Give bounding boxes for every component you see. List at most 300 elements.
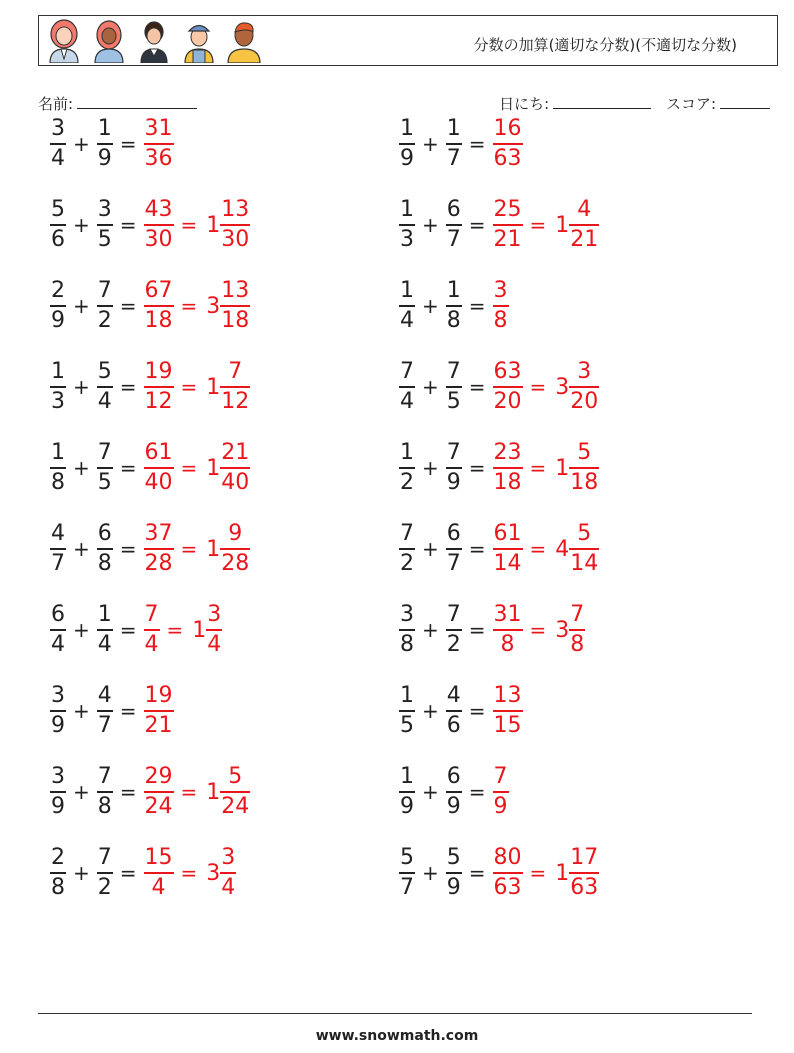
addend-b-numerator: 7 [97, 845, 112, 871]
addend-b-numerator: 1 [97, 602, 112, 628]
addend-a [50, 361, 66, 413]
answer-fraction-denominator: 20 [493, 388, 522, 414]
mixed-number [551, 361, 601, 413]
addend-b-numerator: 6 [446, 764, 461, 790]
answer-equals-sign: = [180, 213, 198, 237]
addend-a-numerator: 7 [400, 521, 414, 547]
mixed-number [202, 442, 252, 494]
mixed-number [202, 361, 252, 413]
equals-sign: = [119, 618, 137, 642]
problem-20 [397, 843, 601, 903]
answer-fraction-numerator: 67 [144, 278, 173, 304]
mixed-number [202, 847, 238, 899]
worksheet-header [38, 15, 778, 66]
answer-fraction [493, 523, 523, 575]
plus-sign: + [422, 294, 439, 318]
problem-14 [397, 600, 587, 660]
mixed-fraction [220, 523, 250, 575]
addend-a-denominator: 4 [51, 145, 65, 171]
addend-a-denominator: 7 [400, 874, 414, 900]
mixed-fraction-numerator: 4 [577, 197, 592, 223]
answer-fraction [493, 604, 523, 656]
answer-equals-sign: = [529, 213, 547, 237]
addend-a-denominator: 9 [51, 307, 65, 333]
score-blank [720, 94, 770, 109]
name-label: 名前: [38, 95, 74, 113]
plus-sign: + [73, 213, 90, 237]
equals-sign: = [119, 861, 137, 885]
mixed-fraction-denominator: 30 [221, 226, 250, 252]
answer-fraction-denominator: 36 [144, 145, 173, 171]
addend-b-denominator: 7 [446, 550, 461, 576]
addend-a-numerator: 3 [51, 116, 65, 142]
answer-equals-sign: = [529, 537, 547, 561]
answer-fraction-denominator: 21 [493, 226, 522, 252]
addend-b-numerator: 3 [97, 197, 112, 223]
addend-a [399, 766, 415, 818]
addend-a [50, 280, 66, 332]
equals-sign: = [468, 375, 486, 399]
problem-16 [397, 681, 525, 741]
mixed-fraction-numerator: 7 [570, 602, 585, 628]
addend-a [399, 685, 415, 737]
addend-a-numerator: 5 [400, 845, 414, 871]
worker-cap-avatar-icon [180, 19, 218, 63]
answer-fraction [144, 361, 174, 413]
equals-sign: = [119, 375, 137, 399]
problem-18 [397, 762, 511, 822]
answer-fraction [493, 766, 509, 818]
answer-fraction-denominator: 30 [144, 226, 173, 252]
problem-4 [397, 195, 601, 255]
mixed-fraction-numerator: 5 [577, 521, 592, 547]
answer-fraction [493, 280, 509, 332]
plus-sign: + [422, 213, 439, 237]
addend-a-denominator: 9 [400, 793, 414, 819]
addend-b [97, 118, 113, 170]
mixed-whole: 3 [555, 617, 570, 643]
mixed-fraction-denominator: 20 [570, 388, 599, 414]
mixed-fraction [569, 604, 585, 656]
addend-a [399, 361, 415, 413]
plus-sign: + [73, 132, 90, 156]
man-avatar-icon [225, 19, 263, 63]
equals-sign: = [468, 213, 486, 237]
mixed-fraction [206, 604, 222, 656]
answer-fraction-numerator: 61 [493, 521, 522, 547]
plus-sign: + [73, 375, 90, 399]
answer-fraction-denominator: 40 [144, 469, 173, 495]
mixed-whole: 1 [206, 212, 221, 238]
mixed-fraction-denominator: 18 [221, 307, 250, 333]
problem-19 [48, 843, 238, 903]
addend-a [50, 199, 66, 251]
mixed-fraction [220, 361, 250, 413]
mixed-whole: 4 [555, 536, 570, 562]
mixed-whole: 3 [206, 293, 221, 319]
answer-fraction-numerator: 31 [144, 116, 173, 142]
mixed-fraction-numerator: 3 [207, 602, 222, 628]
mixed-fraction [220, 280, 250, 332]
plus-sign: + [73, 618, 90, 642]
mixed-fraction-denominator: 63 [570, 874, 599, 900]
plus-sign: + [422, 132, 439, 156]
mixed-number [188, 604, 224, 656]
addend-b [446, 766, 462, 818]
equals-sign: = [468, 456, 486, 480]
mixed-fraction [220, 442, 250, 494]
addend-b [446, 442, 462, 494]
addend-a [399, 199, 415, 251]
mixed-whole: 1 [555, 455, 570, 481]
addend-a-numerator: 2 [51, 278, 65, 304]
equals-sign: = [468, 618, 486, 642]
equals-sign: = [119, 699, 137, 723]
answer-fraction [493, 199, 523, 251]
addend-a-denominator: 8 [51, 469, 65, 495]
answer-equals-sign: = [529, 861, 547, 885]
addend-a [50, 766, 66, 818]
addend-b [446, 361, 462, 413]
addend-b-denominator: 7 [446, 226, 461, 252]
mixed-fraction-denominator: 4 [221, 874, 236, 900]
addend-b [446, 685, 462, 737]
answer-fraction-denominator: 4 [144, 631, 159, 657]
problem-5 [48, 276, 252, 336]
footer-divider [38, 1013, 752, 1014]
addend-b-numerator: 6 [446, 197, 461, 223]
addend-b-denominator: 8 [97, 550, 112, 576]
addend-a [399, 280, 415, 332]
addend-b-numerator: 1 [97, 116, 112, 142]
equals-sign: = [119, 132, 137, 156]
name-field [38, 93, 197, 114]
plus-sign: + [73, 294, 90, 318]
plus-sign: + [422, 537, 439, 561]
addend-b-denominator: 5 [97, 226, 112, 252]
mixed-fraction-numerator: 13 [221, 278, 250, 304]
mixed-whole: 1 [555, 212, 570, 238]
addend-a [399, 442, 415, 494]
addend-a-denominator: 4 [400, 307, 414, 333]
addend-a [50, 523, 66, 575]
addend-a-denominator: 8 [400, 631, 414, 657]
answer-fraction-numerator: 29 [144, 764, 173, 790]
addend-b-numerator: 7 [97, 440, 112, 466]
answer-fraction-numerator: 23 [493, 440, 522, 466]
mixed-fraction-denominator: 21 [570, 226, 599, 252]
plus-sign: + [422, 618, 439, 642]
plus-sign: + [422, 375, 439, 399]
mixed-fraction-numerator: 5 [228, 764, 243, 790]
addend-a-denominator: 7 [51, 550, 65, 576]
answer-fraction [144, 523, 174, 575]
name-blank [77, 94, 197, 109]
addend-a-denominator: 9 [400, 145, 414, 171]
addend-a-numerator: 7 [400, 359, 414, 385]
addend-b-denominator: 7 [446, 145, 461, 171]
addend-a-numerator: 5 [51, 197, 65, 223]
answer-fraction-numerator: 7 [144, 602, 159, 628]
addend-b-denominator: 9 [446, 793, 461, 819]
avatar-strip [45, 19, 263, 63]
answer-equals-sign: = [180, 294, 198, 318]
addend-b-denominator: 2 [97, 307, 112, 333]
mixed-fraction-numerator: 13 [221, 197, 250, 223]
addend-b-numerator: 4 [446, 683, 461, 709]
mixed-fraction-denominator: 28 [221, 550, 250, 576]
addend-b [97, 361, 113, 413]
mixed-fraction [569, 442, 599, 494]
answer-fraction-numerator: 19 [144, 683, 173, 709]
problem-13 [48, 600, 224, 660]
problem-17 [48, 762, 252, 822]
mixed-fraction-denominator: 40 [221, 469, 250, 495]
mixed-fraction-numerator: 3 [221, 845, 236, 871]
mixed-number [551, 523, 601, 575]
answer-fraction-denominator: 14 [493, 550, 522, 576]
addend-b [446, 118, 462, 170]
mixed-fraction [569, 523, 599, 575]
plus-sign: + [422, 861, 439, 885]
worksheet-title: 分数の加算(適切な分数)(不適切な分数) [473, 36, 737, 54]
plus-sign: + [73, 456, 90, 480]
addend-b-denominator: 5 [446, 388, 461, 414]
problem-1 [48, 114, 176, 174]
addend-a-numerator: 1 [400, 683, 414, 709]
mixed-whole: 3 [555, 374, 570, 400]
mixed-whole: 1 [192, 617, 207, 643]
mixed-number [202, 280, 252, 332]
answer-equals-sign: = [529, 618, 547, 642]
addend-a-denominator: 2 [400, 469, 414, 495]
equals-sign: = [468, 132, 486, 156]
answer-fraction [144, 604, 160, 656]
mixed-fraction [569, 361, 599, 413]
mixed-fraction-numerator: 9 [228, 521, 243, 547]
plus-sign: + [73, 537, 90, 561]
addend-b-denominator: 9 [446, 469, 461, 495]
problem-2 [397, 114, 525, 174]
addend-a-numerator: 2 [51, 845, 65, 871]
answer-fraction-denominator: 28 [144, 550, 173, 576]
answer-fraction-denominator: 9 [493, 793, 508, 819]
mixed-whole: 1 [206, 455, 221, 481]
addend-b [446, 523, 462, 575]
addend-a [50, 685, 66, 737]
problem-3 [48, 195, 252, 255]
answer-fraction-denominator: 18 [493, 469, 522, 495]
answer-fraction-denominator: 8 [500, 631, 515, 657]
equals-sign: = [468, 780, 486, 804]
mixed-number [551, 604, 587, 656]
mixed-whole: 1 [555, 860, 570, 886]
problem-6 [397, 276, 511, 336]
answer-fraction [493, 442, 523, 494]
equals-sign: = [119, 294, 137, 318]
answer-equals-sign: = [180, 456, 198, 480]
mixed-number [202, 523, 252, 575]
plus-sign: + [422, 699, 439, 723]
answer-equals-sign: = [166, 618, 184, 642]
addend-a-denominator: 4 [400, 388, 414, 414]
addend-b-numerator: 6 [97, 521, 112, 547]
addend-a [50, 118, 66, 170]
addend-b-numerator: 5 [97, 359, 112, 385]
addend-b-numerator: 7 [446, 359, 461, 385]
answer-fraction-denominator: 4 [151, 874, 166, 900]
mixed-fraction [220, 199, 250, 251]
answer-equals-sign: = [180, 375, 198, 399]
addend-b [97, 766, 113, 818]
answer-fraction-numerator: 19 [144, 359, 173, 385]
equals-sign: = [468, 861, 486, 885]
addend-b-numerator: 7 [446, 602, 461, 628]
addend-a [50, 847, 66, 899]
addend-b [97, 523, 113, 575]
addend-a [399, 604, 415, 656]
plus-sign: + [73, 861, 90, 885]
addend-b-denominator: 9 [446, 874, 461, 900]
addend-a [399, 523, 415, 575]
mixed-number [551, 442, 601, 494]
answer-fraction [493, 361, 523, 413]
addend-a-denominator: 4 [51, 631, 65, 657]
addend-a [50, 604, 66, 656]
answer-equals-sign: = [180, 861, 198, 885]
mixed-fraction [569, 847, 599, 899]
addend-a-denominator: 3 [400, 226, 414, 252]
addend-b-numerator: 1 [446, 116, 461, 142]
addend-b-denominator: 5 [97, 469, 112, 495]
addend-b [446, 280, 462, 332]
answer-fraction-denominator: 8 [493, 307, 508, 333]
mixed-fraction-numerator: 3 [577, 359, 592, 385]
answer-fraction-numerator: 61 [144, 440, 173, 466]
mixed-whole: 1 [206, 779, 221, 805]
problem-11 [48, 519, 252, 579]
answer-fraction-denominator: 18 [144, 307, 173, 333]
problem-8 [397, 357, 601, 417]
problem-7 [48, 357, 252, 417]
addend-b [446, 199, 462, 251]
answer-fraction-numerator: 80 [493, 845, 522, 871]
plus-sign: + [422, 456, 439, 480]
addend-a-denominator: 9 [51, 793, 65, 819]
addend-a [399, 847, 415, 899]
answer-fraction-numerator: 3 [493, 278, 508, 304]
mixed-fraction-denominator: 14 [570, 550, 599, 576]
addend-b-denominator: 4 [97, 631, 112, 657]
answer-fraction-denominator: 24 [144, 793, 173, 819]
addend-b-numerator: 5 [446, 845, 461, 871]
answer-fraction [144, 280, 174, 332]
answer-fraction-numerator: 7 [493, 764, 508, 790]
mixed-fraction [569, 199, 599, 251]
mixed-fraction-denominator: 4 [207, 631, 222, 657]
addend-a-numerator: 1 [51, 359, 65, 385]
addend-a [399, 118, 415, 170]
answer-fraction-denominator: 12 [144, 388, 173, 414]
mixed-fraction-numerator: 5 [577, 440, 592, 466]
mixed-fraction-denominator: 18 [570, 469, 599, 495]
answer-fraction [144, 118, 174, 170]
addend-a-denominator: 2 [400, 550, 414, 576]
woman-avatar-icon [45, 19, 83, 63]
mixed-fraction-denominator: 12 [221, 388, 250, 414]
addend-a-numerator: 6 [51, 602, 65, 628]
addend-b [97, 685, 113, 737]
addend-a-denominator: 5 [400, 712, 414, 738]
mixed-fraction-denominator: 8 [570, 631, 585, 657]
answer-fraction [144, 685, 174, 737]
addend-a-denominator: 6 [51, 226, 65, 252]
problem-10 [397, 438, 601, 498]
addend-a-numerator: 1 [400, 197, 414, 223]
addend-b-denominator: 4 [97, 388, 112, 414]
answer-fraction-numerator: 25 [493, 197, 522, 223]
mixed-fraction-numerator: 7 [228, 359, 243, 385]
equals-sign: = [468, 294, 486, 318]
answer-fraction [144, 766, 174, 818]
answer-fraction [144, 199, 174, 251]
answer-fraction-denominator: 63 [493, 145, 522, 171]
answer-equals-sign: = [180, 537, 198, 561]
addend-b [446, 604, 462, 656]
addend-b-denominator: 8 [97, 793, 112, 819]
addend-a-numerator: 1 [400, 116, 414, 142]
addend-a-denominator: 3 [51, 388, 65, 414]
date-label: 日にち: [499, 95, 550, 113]
mixed-fraction [220, 766, 250, 818]
mixed-number [551, 199, 601, 251]
addend-b-numerator: 6 [446, 521, 461, 547]
addend-b-denominator: 9 [97, 145, 112, 171]
score-label: スコア: [665, 95, 716, 113]
answer-fraction-denominator: 15 [493, 712, 522, 738]
addend-b [97, 199, 113, 251]
addend-b-numerator: 7 [446, 440, 461, 466]
addend-b [97, 604, 113, 656]
problem-9 [48, 438, 252, 498]
mixed-whole: 1 [206, 374, 221, 400]
plus-sign: + [73, 699, 90, 723]
equals-sign: = [119, 213, 137, 237]
addend-a-numerator: 1 [400, 278, 414, 304]
addend-b [97, 847, 113, 899]
answer-fraction-numerator: 13 [493, 683, 522, 709]
addend-a-numerator: 3 [400, 602, 414, 628]
answer-equals-sign: = [180, 780, 198, 804]
addend-a-numerator: 1 [51, 440, 65, 466]
answer-fraction-numerator: 31 [493, 602, 522, 628]
footer-url: www.snowmath.com [315, 1028, 479, 1044]
answer-fraction-numerator: 37 [144, 521, 173, 547]
answer-fraction [493, 847, 523, 899]
addend-b-numerator: 4 [97, 683, 112, 709]
mixed-whole: 3 [206, 860, 221, 886]
addend-b-denominator: 8 [446, 307, 461, 333]
addend-b [97, 280, 113, 332]
woman-dark-hair-avatar-icon [135, 19, 173, 63]
answer-fraction [144, 442, 174, 494]
addend-b-numerator: 7 [97, 764, 112, 790]
addend-b-denominator: 2 [97, 874, 112, 900]
addend-b-numerator: 7 [97, 278, 112, 304]
addend-b-numerator: 1 [446, 278, 461, 304]
date-score-fields [499, 93, 770, 114]
equals-sign: = [119, 456, 137, 480]
